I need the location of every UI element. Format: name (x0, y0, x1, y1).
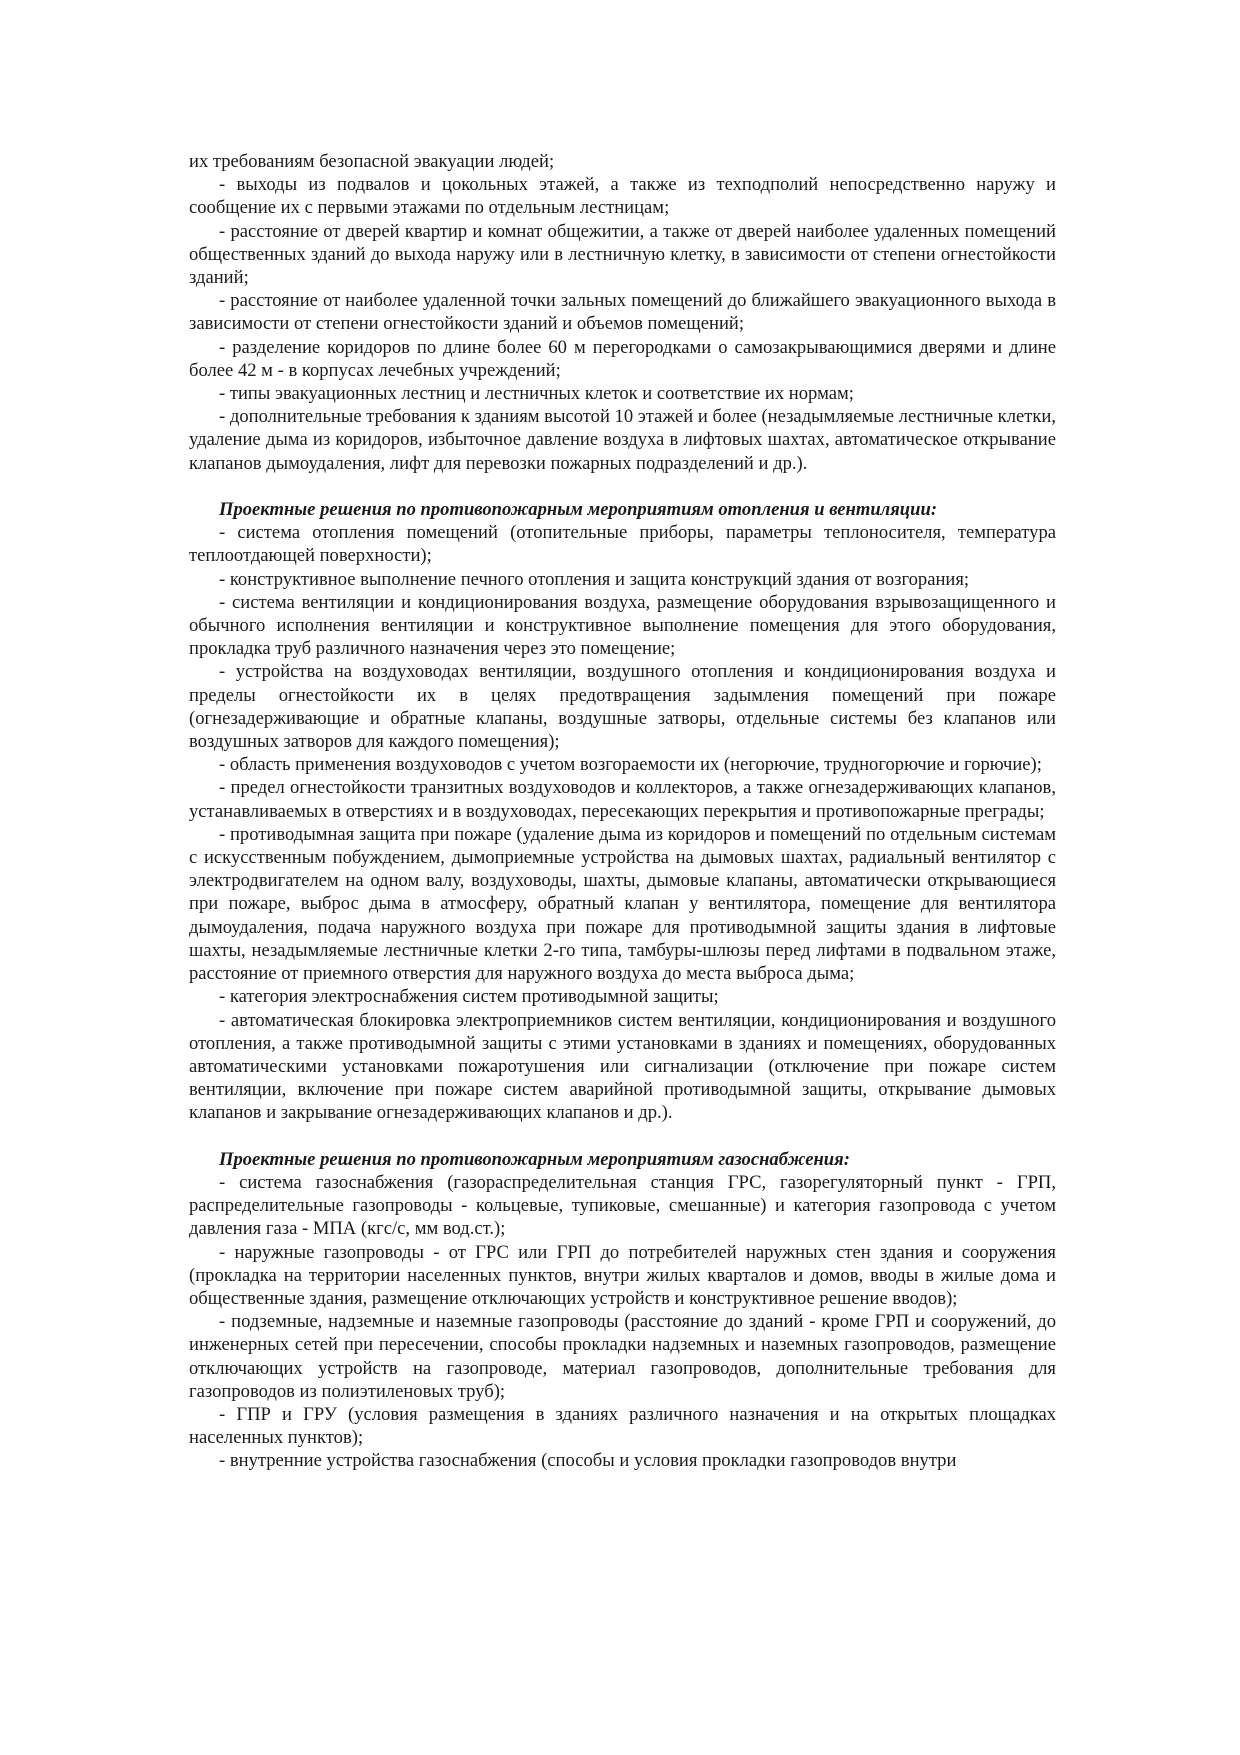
heating-item: - устройства на воздуховодах вентиляции, воздушного отопления и кондиционирования воздуха и пределы огнестойкости их в целях предотвращения задымления помещений при пожаре (огнезадерживающие и обратные клапаны, воздушные затворы, отдельные системы без клапанов или воздушных затворов для каждого помещения); (189, 661, 1056, 753)
document-page (189, 150, 1056, 1473)
gas-item: - система газоснабжения (газораспределительная станция ГРС, газорегуляторный пункт - ГРП, распределительные газопроводы - кольцевые, тупиковые, смешанные) и категория газопровода с учетом давления газа - МПА (кгс/с, мм вод.ст.); (189, 1171, 1056, 1240)
gas-item: - ГПР и ГРУ (условия размещения в зданиях различного назначения и на открытых площадках населенных пунктов); (189, 1403, 1056, 1449)
heating-item: - предел огнестойкости транзитных воздуховодов и коллекторов, а также огнезадерживающих клапанов, устанавливаемых в отверстиях и в воздуховодах, пересекающих перекрытия и противопожарные преграды; (189, 777, 1056, 822)
evacuation-item: - расстояние от наиболее удаленной точки зальных помещений до ближайшего эвакуационного выхода в зависимости от степени огнестойкости зданий и объемов помещений; (189, 290, 1056, 335)
heating-item: - конструктивное выполнение печного отопления и защита конструкций здания от возгорания; (219, 568, 970, 590)
gas-section-heading: Проектные решения по противопожарным мероприятиям газоснабжения: (219, 1148, 850, 1170)
heating-item: - область применения воздуховодов с учетом возгораемости их (негорючие, трудногорючие и горючие); (219, 754, 1042, 776)
gas-item: - подземные, надземные и наземные газопроводы (расстояние до зданий - кроме ГРП и сооружений, до инженерных сетей при пересечении, способы прокладки надземных и наземных газопроводов, размещение отключающих устройств на газопроводе, материал газопроводов, дополнительные требования для газопроводов из полиэтиленовых труб); (189, 1311, 1056, 1402)
section-spacer (189, 1125, 1056, 1148)
intro-continuation: их требованиям безопасной эвакуации людей; (189, 151, 555, 172)
evacuation-item: - расстояние от дверей квартир и комнат общежитии, а также от дверей наиболее удаленных помещений общественных зданий до выхода наружу или в лестничную клетку, в зависимости от степени огнестойкости зданий; (189, 220, 1056, 289)
heating-section-heading: Проектные решения по противопожарным мероприятиям отопления и вентиляции: (219, 499, 938, 521)
evacuation-item: - типы эвакуационных лестниц и лестничных клеток и соответствие их нормам; (219, 383, 854, 405)
evacuation-item: - разделение коридоров по длине более 60 м перегородками о самозакрывающимися дверями и длине более 42 м - в корпусах лечебных учреждений; (189, 336, 1056, 381)
heating-item: - противодымная защита при пожаре (удаление дыма из коридоров и помещений по отдельным системам с искусственным побуждением, дымоприемные устройства на дымовых шахтах, радиальный вентилятор с электродвигателем на одном валу, воздуховоды, шахты, дымовые клапаны, автоматически открывающиеся при пожаре, выброс дыма в атмосферу, обратный клапан у вентилятора, помещение для вентилятора дымоудаления, подача наружного воздуха при пожаре для противодымной защиты здания в лифтовые шахты, незадымляемые лестничные клетки 2-го типа, тамбуры-шлюзы перед лифтами в подвальном этаже, расстояние от приемного отверстия для наружного воздуха до места выброса дыма; (189, 823, 1056, 985)
gas-item: - внутренние устройства газоснабжения (способы и условия прокладки газопроводов внутри (219, 1450, 957, 1472)
gas-item: - наружные газопроводы - от ГРС или ГРП до потребителей наружных стен здания и сооружения (прокладка на территории населенных пунктов, внутри жилых кварталов и домов, вводы в жилые дома и общественные здания, размещение отключающих устройств и конструктивное решение вводов); (189, 1241, 1056, 1309)
heating-item: - система вентиляции и кондиционирования воздуха, размещение оборудования взрывозащищенного и обычного исполнения вентиляции и конструктивное выполнение помещения для этого оборудования, прокладка труб различного назначения через это помещение; (189, 591, 1056, 660)
heating-item: - автоматическая блокировка электроприемников систем вентиляции, кондиционирования и воздушного отопления, а также противодымной защиты с этими установками в зданиях и помещениях, оборудованных автоматическими установками пожаротушения или сигнализации (отключение при пожаре систем вентиляции, включение при пожаре систем аварийной противодымной защиты, открывание дымовых клапанов и закрывание огнезадерживающих клапанов и др.). (189, 1009, 1056, 1124)
evacuation-item: - выходы из подвалов и цокольных этажей, а также из техподполий непосредственно наружу и сообщение их с первыми этажами по отдельным лестницам; (189, 174, 1056, 219)
evacuation-item: - дополнительные требования к зданиям высотой 10 этажей и более (незадымляемые лестничные клетки, удаление дыма из коридоров, избыточное давление воздуха в лифтовых шахтах, автоматическое открывание клапанов дымоудаления, лифт для перевозки пожарных подразделений и др.). (189, 406, 1056, 474)
heating-item: - категория электроснабжения систем противодымной защиты; (219, 986, 719, 1008)
heating-item: - система отопления помещений (отопительные приборы, параметры теплоносителя, температура теплоотдающей поверхности); (189, 522, 1056, 567)
section-spacer (189, 475, 1056, 498)
